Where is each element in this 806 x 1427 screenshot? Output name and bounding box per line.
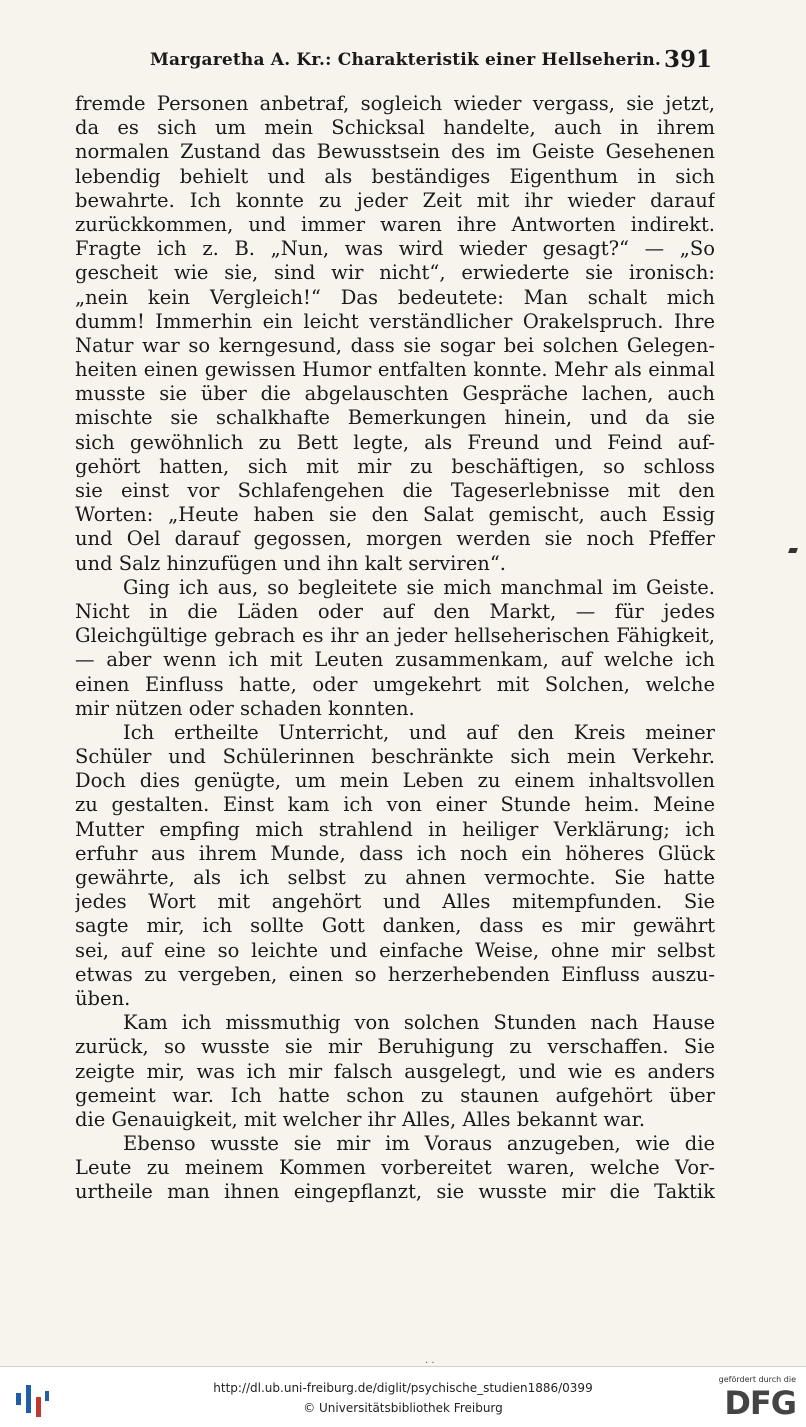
text-line: mischte sie schalkhafte Bemerkungen hinein, und da sie — [75, 406, 715, 430]
text-line: Ebenso wusste sie mir im Voraus anzugeben, wie die — [123, 1132, 715, 1156]
running-head — [150, 44, 712, 78]
text-line: erfuhr aus ihrem Munde, dass ich noch ein höheres Glück — [75, 841, 715, 865]
text-line: fremde Personen anbetraf, sogleich wieder vergass, sie jetzt, — [75, 92, 715, 115]
text-line: dumm! Immerhin ein leicht verständlicher Orakelspruch. Ihre — [75, 309, 715, 333]
text-line: sie einst vor Schlafengehen die Tageserlebnisse mit den — [75, 479, 715, 502]
text-line: gemeint war. Ich hatte schon zu staunen aufgehört über — [75, 1083, 715, 1107]
text-line: Mutter empfing mich strahlend in heiliger Verklärung; ich — [75, 817, 715, 841]
text-line: Schüler und Schülerinnen beschränkte sich mein Verkehr. — [75, 745, 715, 769]
text-line: Nicht in die Läden oder auf den Markt, — für jedes — [75, 599, 715, 623]
dfg-logo — [712, 1375, 796, 1423]
text-line: zeigte mir, was ich mir falsch ausgelegt, und wie es anders — [75, 1059, 715, 1083]
text-line: Natur war so kerngesund, dass sie sogar bei solchen Gelegen- — [75, 333, 715, 357]
text-line: einen Einfluss hatte, oder umgekehrt mit Solchen, welche — [75, 672, 715, 696]
text-line: Gleichgültige gebrach es ihr an jeder hellseherischen Fähigkeit, — [75, 624, 715, 648]
text-line: urtheile man ihnen eingepflanzt, sie wusste mir die Taktik — [75, 1180, 715, 1204]
text-line: die Genauigkeit, mit welcher ihr Alles, Alles bekannt war. — [75, 1107, 646, 1131]
bottom-smudge: . . — [425, 1358, 435, 1364]
text-line: gehört hatten, sich mit mir zu beschäftigen, so schloss — [75, 454, 715, 478]
text-line: zurückkommen, und immer waren ihre Antworten indirekt. — [75, 212, 715, 236]
text-line: und Oel darauf gegossen, morgen werden sie noch Pfeffer — [75, 527, 715, 551]
text-line: Kam ich missmuthig von solchen Stunden nach Hause — [123, 1011, 715, 1035]
text-line: zurück, so wusste sie mir Beruhigung zu verschaffen. Sie — [75, 1035, 715, 1059]
text-line: normalen Zustand das Bewusstsein des im Geiste Gesehenen — [75, 140, 715, 164]
document-url[interactable]: http://dl.ub.uni-freiburg.de/diglit/psychische_studien1886/0399 — [213, 1381, 593, 1395]
viewer-footer — [0, 1366, 806, 1427]
running-title: Margaretha A. Kr.: Charakteristik einer Hellseherin. — [150, 50, 662, 70]
text-line: jedes Wort mit angehört und Alles mitempfunden. Sie — [75, 890, 715, 914]
text-line: üben. — [75, 986, 131, 1010]
body-text — [75, 92, 715, 1205]
text-line: gewährte, als ich selbst zu ahnen vermochte. Sie hatte — [75, 866, 715, 889]
text-line: lebendig behielt und als beständiges Eigenthum in sich — [75, 164, 715, 188]
dfg-wordmark: DFG — [724, 1384, 796, 1422]
text-line: etwas zu vergeben, einen so herzerhebenden Einfluss auszu- — [75, 962, 715, 986]
text-line: sich gewöhnlich zu Bett legte, als Freund und Feind auf- — [75, 430, 715, 454]
text-line: mir nützen oder schaden konnten. — [75, 696, 415, 720]
text-line: „nein kein Vergleich!“ Das bedeutete: Man schalt mich — [75, 285, 715, 309]
text-line: sei, auf eine so leichte und einfache Weise, ohne mir selbst — [75, 938, 715, 962]
text-line: sagte mir, ich sollte Gott danken, dass es mir gewährt — [75, 914, 715, 938]
text-line: Doch dies genügte, um mein Leben zu einem inhaltsvollen — [75, 769, 715, 793]
text-line: heiten einen gewissen Humor entfalten konnte. Mehr als einmal — [75, 358, 715, 382]
text-line: bewahrte. Ich konnte zu jeder Zeit mit ihr wieder darauf — [75, 188, 715, 212]
text-line: Fragte ich z. B. „Nun, was wird wieder gesagt?“ — „So — [75, 237, 715, 261]
text-line: da es sich um mein Schicksal handelte, auch in ihrem — [75, 116, 715, 140]
text-line: Ging ich aus, so begleitete sie mich manchmal im Geiste. — [123, 575, 715, 599]
text-line: Ich ertheilte Unterricht, und auf den Kreis meiner — [123, 720, 715, 744]
text-line: und Salz hinzufügen und ihn kalt serviren“. — [75, 551, 507, 575]
copyright-notice: © Universitätsbibliothek Freiburg — [303, 1401, 503, 1415]
page-number: 391 — [663, 46, 712, 73]
margin-mark — [788, 548, 798, 553]
text-line: zu gestalten. Einst kam ich von einer Stunde heim. Meine — [75, 793, 715, 817]
text-line: gescheit wie sie, sind wir nicht“, erwiederte sie ironisch: — [75, 261, 715, 285]
dfg-caption: gefördert durch die — [718, 1375, 796, 1384]
text-line: Worten: „Heute haben sie den Salat gemischt, auch Essig — [75, 503, 715, 527]
text-line: — aber wenn ich mit Leuten zusammenkam, auf welche ich — [75, 648, 715, 672]
text-line: Leute zu meinem Kommen vorbereitet waren, welche Vor- — [75, 1156, 715, 1180]
text-line: musste sie über die abgelauschten Gespräche lachen, auch — [75, 382, 715, 406]
